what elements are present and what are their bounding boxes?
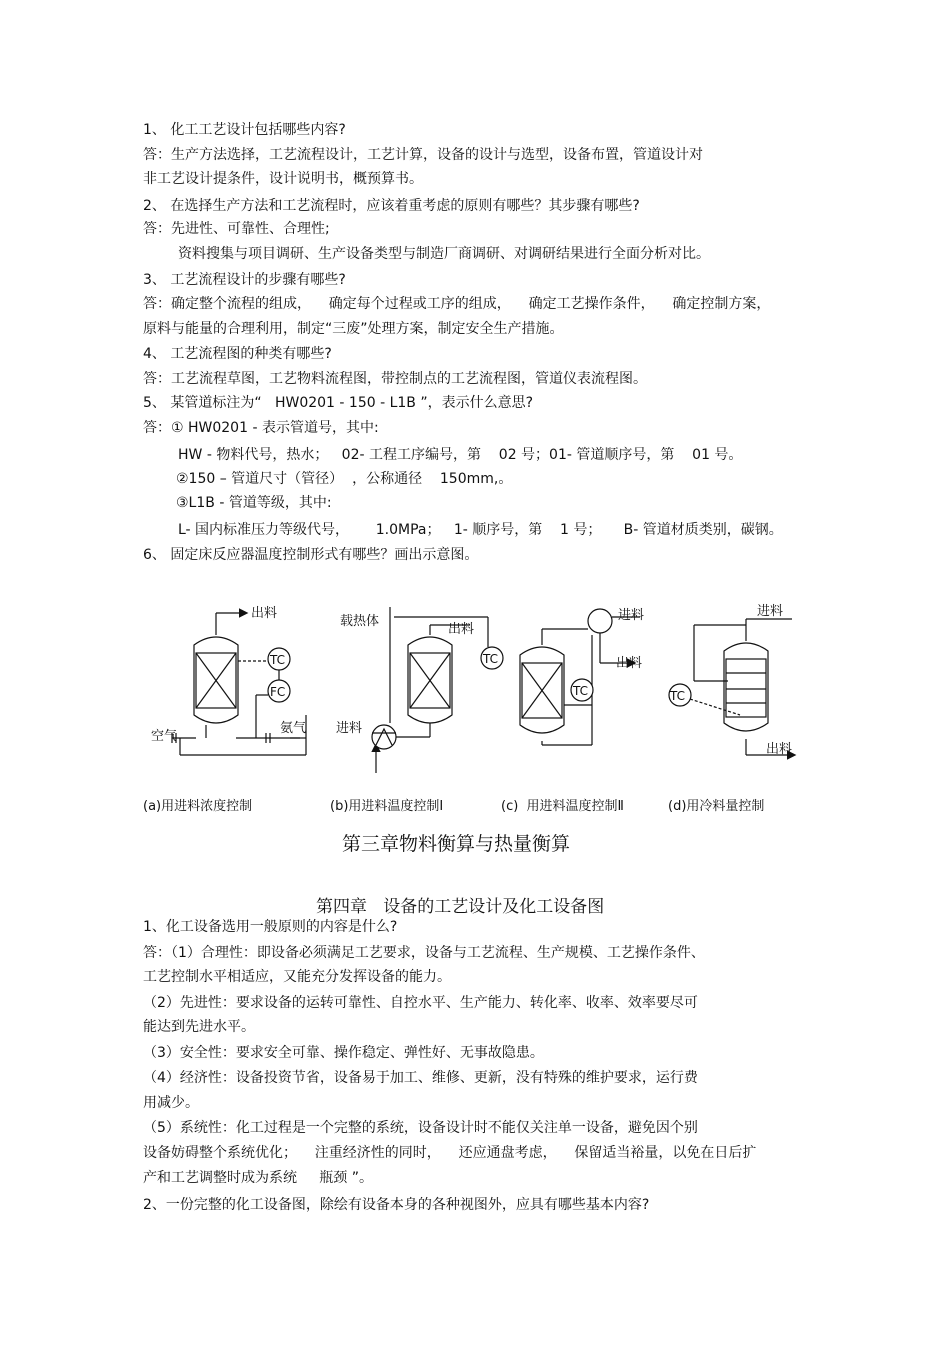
- diagram-d: [669, 619, 794, 755]
- q2-answer-line: 资料搜集与项目调研、生产设备类型与制造厂商调研、对调研结果进行全面分析对比。: [178, 246, 710, 262]
- chapter-3-title: 第三章物料衡算与热量衡算: [342, 833, 571, 855]
- ch4-answer-line: （3）安全性：要求安全可靠、操作稳定、弹性好、无事故隐患。: [143, 1045, 544, 1061]
- q5-answer-line: 答：① HW0201 - 表示管道号，其中:: [143, 420, 379, 436]
- ch4-answer-line: （5）系统性：化工过程是一个完整的系统，设备设计时不能仅关注单一设备，避免因个别: [143, 1120, 698, 1136]
- q1-question: 1、 化工工艺设计包括哪些内容?: [143, 122, 346, 138]
- d-feed-label: 进料: [757, 604, 784, 619]
- ch4-answer-line: 工艺控制水平相适应，又能充分发挥设备的能力。: [143, 969, 451, 985]
- q5-answer-line: ③L1B - 管道等级，其中:: [176, 495, 332, 511]
- ch4-answer-line: 设备妨碍整个系统优化； 注重经济性的同时， 还应通盘考虑， 保留适当裕量，以免在日后扩: [143, 1145, 757, 1161]
- q2-answer-line: 答：先进性、可靠性、合理性;: [143, 221, 330, 237]
- c-outlet-label: 出料: [616, 656, 643, 671]
- q4-answer-line: 答：工艺流程草图，工艺物料流程图，带控制点的工艺流程图，管道仪表流程图。: [143, 371, 647, 387]
- d-outlet-label: 出料: [766, 742, 793, 757]
- reactor-control-diagrams: [0, 595, 950, 785]
- caption-a: (a)用进料浓度控制: [143, 799, 253, 814]
- a-air-label: 空气: [151, 729, 178, 744]
- q1-answer-line: 非工艺设计提条件，设计说明书，概预算书。: [143, 171, 423, 187]
- ch4-answer-line: 产和工艺调整时成为系统 瓶颈 ”。: [143, 1170, 373, 1186]
- b-outlet-label: 出料: [448, 622, 475, 637]
- diagram-b: [372, 607, 503, 773]
- a-ammonia-label: 氨气: [280, 721, 307, 736]
- a-fc-label: FC: [270, 685, 286, 699]
- ch4-answer-line: （4）经济性：设备投资节省，设备易于加工、维修、更新，没有特殊的维护要求，运行费: [143, 1070, 698, 1086]
- diagram-c: [520, 609, 643, 745]
- ch4-q1-question: 1、化工设备选用一般原则的内容是什么?: [143, 919, 398, 935]
- q3-answer-line: 答：确定整个流程的组成， 确定每个过程或工序的组成， 确定工艺操作条件， 确定控制方案，: [143, 296, 771, 312]
- ch4-answer-line: （2）先进性：要求设备的运转可靠性、自控水平、生产能力、转化率、收率、效率要尽可: [143, 995, 698, 1011]
- q1-answer-line: 答：生产方法选择，工艺流程设计，工艺计算，设备的设计与选型，设备布置，管道设计对: [143, 147, 703, 163]
- caption-d: (d)用冷料量控制: [668, 799, 765, 814]
- b-feed-label: 进料: [336, 721, 363, 736]
- q5-question: 5、 某管道标注为“ HW0201 - 150 - L1B ”，表示什么意思?: [143, 395, 534, 411]
- ch4-answer-line: 能达到先进水平。: [143, 1019, 255, 1035]
- c-tc-label: TC: [573, 684, 589, 698]
- q2-question: 2、 在选择生产方法和工艺流程时，应该着重考虑的原则有哪些？其步骤有哪些?: [143, 198, 640, 214]
- caption-b: (b)用进料温度控制Ⅰ: [330, 799, 444, 814]
- d-tc-label: TC: [670, 689, 686, 703]
- q3-answer-line: 原料与能量的合理利用，制定“三废”处理方案，制定安全生产措施。: [143, 321, 564, 337]
- a-tc-label: TC: [270, 653, 286, 667]
- ch4-answer-line: 答：（1）合理性：即设备必须满足工艺要求，设备与工艺流程、生产规模、工艺操作条件、: [143, 945, 705, 961]
- b-heat-carrier-label: 载热体: [340, 614, 380, 629]
- ch4-q2-question: 2、一份完整的化工设备图，除绘有设备本身的各种视图外，应具有哪些基本内容?: [143, 1197, 650, 1213]
- b-tc-label: TC: [483, 652, 499, 666]
- c-feed-label: 进料: [618, 608, 645, 623]
- q5-answer-line: L- 国内标准压力等级代号， 1.0MPa； 1- 顺序号，第 1 号； B- 管道材质类别，碳钢。: [178, 522, 783, 538]
- q6-question: 6、 固定床反应器温度控制形式有哪些？画出示意图。: [143, 547, 479, 563]
- q4-question: 4、 工艺流程图的种类有哪些?: [143, 346, 332, 362]
- chapter-4-title: 第四章 设备的工艺设计及化工设备图: [316, 897, 605, 917]
- q5-answer-line: ②150 – 管道尺寸（管径） ，公称通径 150mm,。: [176, 471, 513, 487]
- q3-question: 3、 工艺流程设计的步骤有哪些?: [143, 272, 346, 288]
- caption-c: (c) 用进料温度控制Ⅱ: [501, 799, 624, 814]
- q5-answer-line: HW - 物料代号，热水； 02- 工程工序编号，第 02 号；01- 管道顺序号，第 01 号。: [178, 447, 743, 463]
- a-outlet-label: 出料: [251, 606, 278, 621]
- ch4-answer-line: 用减少。: [143, 1095, 199, 1111]
